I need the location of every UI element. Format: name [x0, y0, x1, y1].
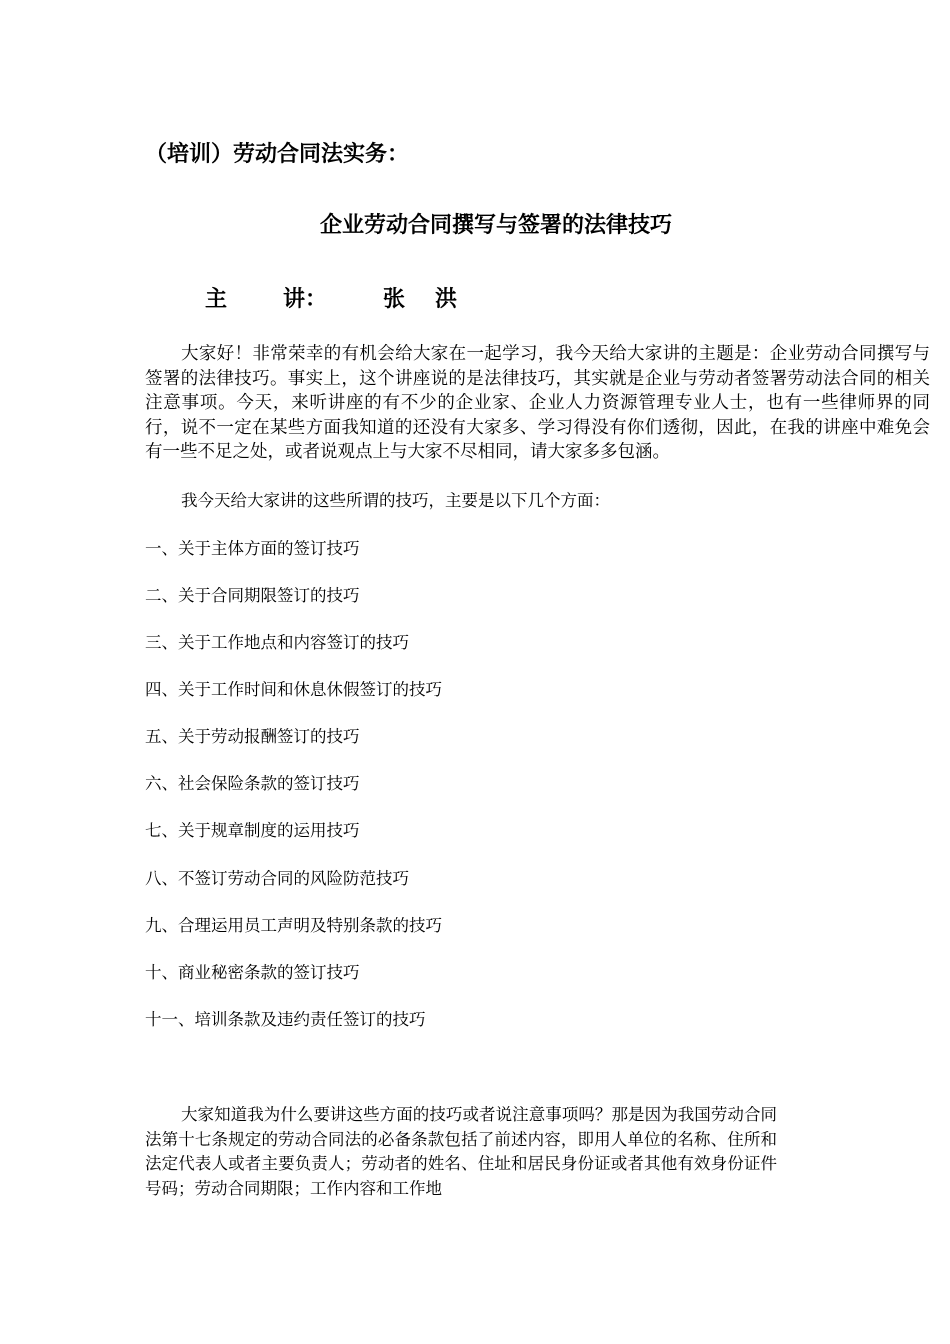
- topic-item: 三、关于工作地点和内容签订的技巧: [145, 633, 409, 652]
- speaker-label-1: 主: [205, 287, 228, 312]
- topic-item: 十、商业秘密条款的签订技巧: [145, 963, 360, 982]
- topic-item: 八、不签订劳动合同的风险防范技巧: [145, 869, 409, 888]
- topic-item: 一、关于主体方面的签订技巧: [145, 539, 360, 558]
- topic-item: 四、关于工作时间和休息休假签订的技巧: [145, 680, 442, 699]
- topic-item: 六、社会保险条款的签订技巧: [145, 774, 360, 793]
- topic-item: 五、关于劳动报酬签订的技巧: [145, 727, 360, 746]
- speaker-line: [205, 282, 457, 313]
- closing-paragraph: 大家知道我为什么要讲这些方面的技巧或者说注意事项吗？那是因为我国劳动合同法第十七条规定的劳动合同法的必备条款包括了前述内容，即用人单位的名称、住所和法定代表人或者主要负责人；劳动者的姓名、住址和居民身份证或者其他有效身份证件号码；劳动合同期限；工作内容和工作地: [145, 1105, 777, 1198]
- topic-item: 七、关于规章制度的运用技巧: [145, 821, 360, 840]
- speaker-label-2: 讲：: [283, 287, 328, 312]
- intro-paragraph: 大家好！非常荣幸的有机会给大家在一起学习，我今天给大家讲的主题是：企业劳动合同撰写与签署的法律技巧。事实上，这个讲座说的是法律技巧，其实就是企业与劳动者签署劳动法合同的相关注意事项。今天，来听讲座的有不少的企业家、企业人力资源管理专业人士，也有一些律师界的同行，说不一定在某些方面我知道的还没有大家多、学习得没有你们透彻，因此，在我的讲座中难免会有一些不足之处，或者说观点上与大家不尽相同，请大家多多包涵。: [145, 344, 930, 462]
- document-title: （培训）劳动合同法实务：: [145, 142, 410, 167]
- document-subtitle: 企业劳动合同撰写与签署的法律技巧: [320, 213, 673, 238]
- topic-item: 九、合理运用员工声明及特别条款的技巧: [145, 916, 442, 935]
- topic-item: 二、关于合同期限签订的技巧: [145, 586, 360, 605]
- topics-lead-paragraph: 我今天给大家讲的这些所谓的技巧，主要是以下几个方面：: [181, 491, 610, 510]
- speaker-name-1: 张: [383, 287, 406, 312]
- topic-item: 十一、培训条款及违约责任签订的技巧: [145, 1010, 426, 1029]
- speaker-name-2: 洪: [435, 287, 458, 312]
